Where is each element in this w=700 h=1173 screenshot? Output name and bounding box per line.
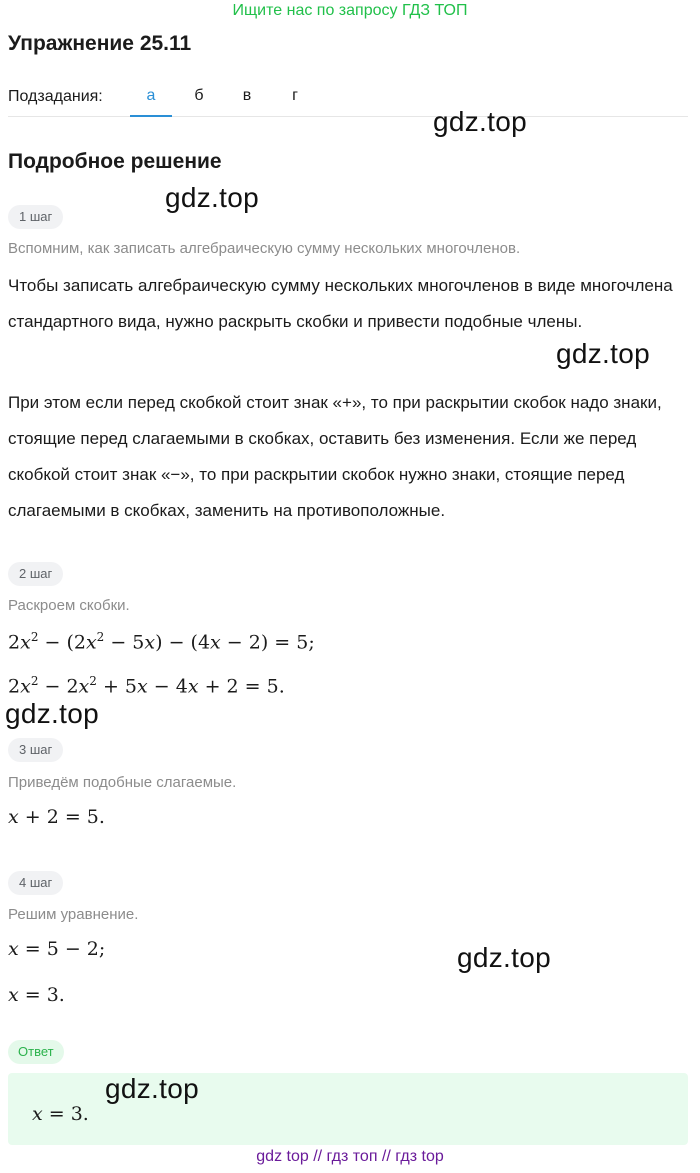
page-title: Упражнение 25.11 xyxy=(8,32,192,55)
equation: $2x^2 - (2x^2 - 5x) - (4x - 2) = 5$; xyxy=(8,630,315,654)
step-hint: Решим уравнение. xyxy=(8,906,139,923)
footer-links[interactable]: gdz top // гдз топ // гдз top xyxy=(256,1148,444,1165)
watermark: gdz.top xyxy=(556,338,650,369)
equation: x = 5 − 2; xyxy=(8,938,106,960)
top-banner: Ищите нас по запросу ГДЗ ТОП xyxy=(232,2,468,19)
section-title: Подробное решение xyxy=(8,150,222,173)
subtask-tab-a[interactable]: а xyxy=(130,86,172,117)
subtasks-bar xyxy=(8,86,688,117)
answer-badge: Ответ xyxy=(8,1040,64,1064)
step-badge: 1 шаг xyxy=(8,205,63,229)
step-badge: 4 шаг xyxy=(8,871,63,895)
equation: x + 2 = 5. xyxy=(8,806,105,828)
equation: $2x^2 - 2x^2 + 5x - 4x + 2 = 5$. xyxy=(8,674,285,698)
step-paragraph: При этом если перед скобкой стоит знак «+», то при раскрытии скобок надо знаки, стоящие перед слагаемыми в скобках, оставить без изменения. Если же перед скобкой стоит знак «−», то при раскрытии скобок нужно знаки, стоящие перед слагаемыми в скобках, заменить на противоположные. xyxy=(8,393,662,520)
answer-equation: x = 3. xyxy=(32,1103,89,1125)
subtask-tab-g[interactable]: г xyxy=(292,87,298,104)
step-hint: Приведём подобные слагаемые. xyxy=(8,774,237,791)
subtask-tab-v[interactable]: в xyxy=(242,87,252,104)
step-badge: 2 шаг xyxy=(8,562,63,586)
watermark: gdz.top xyxy=(165,182,259,213)
subtask-tab-b[interactable]: б xyxy=(194,87,204,104)
step-hint: Раскроем скобки. xyxy=(8,597,130,614)
watermark: gdz.top xyxy=(457,942,551,973)
watermark: gdz.top xyxy=(5,698,99,729)
watermark: gdz.top xyxy=(433,106,527,137)
watermark: gdz.top xyxy=(105,1073,199,1104)
step-hint: Вспомним, как записать алгебраическую сумму нескольких многочленов. xyxy=(8,240,521,257)
subtasks-label: Подзадания: xyxy=(8,88,103,105)
step-badge: 3 шаг xyxy=(8,738,63,762)
step-paragraph: Чтобы записать алгебраическую сумму нескольких многочленов в виде многочлена стандартного вида, нужно раскрыть скобки и привести подобные члены. xyxy=(8,276,673,331)
equation: x = 3. xyxy=(8,984,65,1006)
